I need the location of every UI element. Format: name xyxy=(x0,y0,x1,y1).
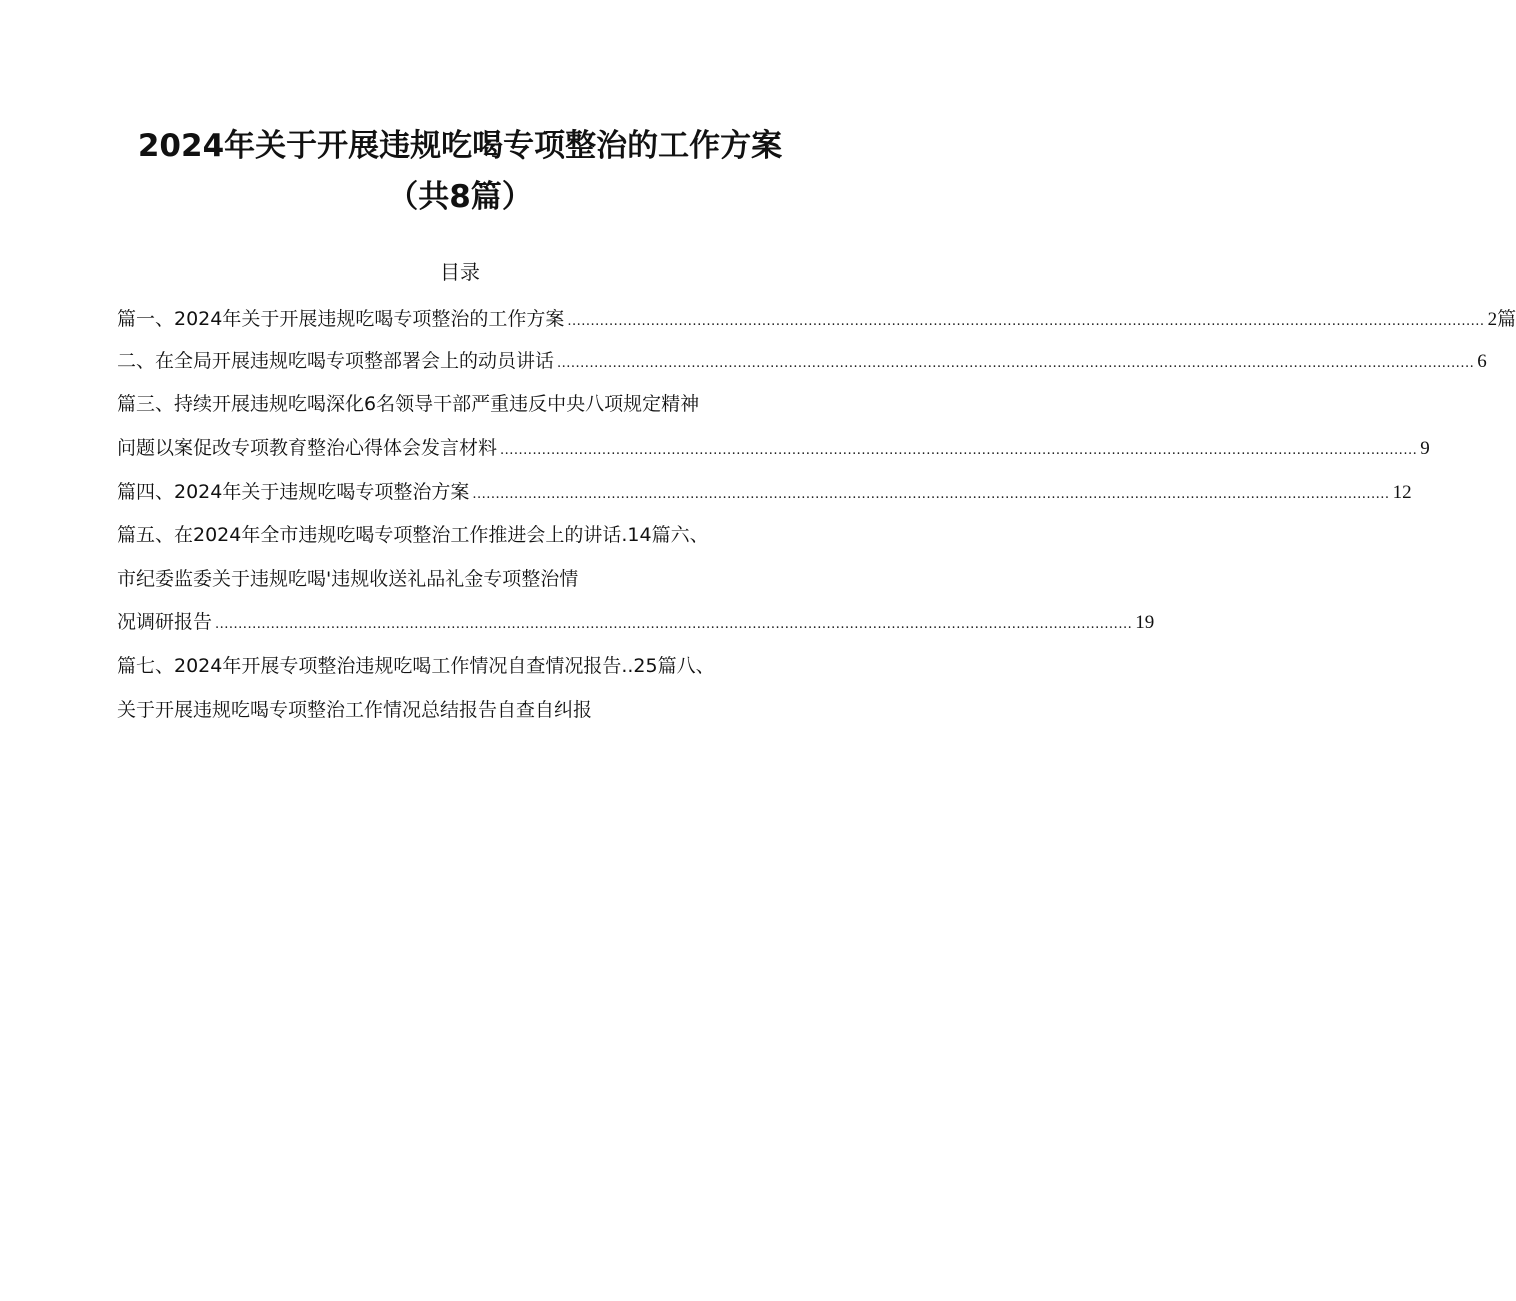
toc-entry-text: 市纪委监委关于违规吃喝'违规收送礼品礼金专项整治情 xyxy=(117,568,579,590)
toc-entry[interactable] xyxy=(117,433,1430,463)
toc-page-number: 12 xyxy=(1392,482,1412,503)
toc-leader-dots: ...................................................................................................................................................................................................... xyxy=(500,443,1418,458)
toc-leader-dots: ...................................................................................................................................................................................................... xyxy=(557,356,1475,371)
document-subtitle: （共8篇） xyxy=(387,179,533,215)
toc-leader-dots: ...................................................................................................................................................................................................... xyxy=(215,617,1133,632)
toc-entry[interactable] xyxy=(117,520,825,550)
toc-page-number: 6 xyxy=(1477,351,1487,372)
toc-entry[interactable] xyxy=(117,346,1487,376)
toc-entry[interactable] xyxy=(117,477,1412,507)
toc-entry-text: 问题以案促改专项教育整治心得体会发言材料 xyxy=(117,437,498,459)
toc-entry-text: 篇三、持续开展违规吃喝深化6名领导干部严重违反中央八项规定精神 xyxy=(117,393,700,415)
toc-entry-text: 二、在全局开展违规吃喝专项整部署会上的动员讲话 xyxy=(117,350,555,372)
toc-page-number: 2篇 xyxy=(1487,309,1516,330)
toc-entry[interactable] xyxy=(117,564,825,594)
toc-leader-dots: ...................................................................................................................................................................................................... xyxy=(567,314,1485,329)
document-title: 2024年关于开展违规吃喝专项整治的工作方案 xyxy=(137,128,783,164)
toc-entry-text: 篇七、2024年开展专项整治违规吃喝工作情况自查情况报告..25篇八、 xyxy=(117,655,715,677)
toc-entry[interactable] xyxy=(117,651,825,681)
toc-entry-text: 关于开展违规吃喝专项整治工作情况总结报告自查自纠报 xyxy=(117,699,593,721)
toc-entry[interactable] xyxy=(117,304,1516,334)
toc-entry-text: 况调研报告 xyxy=(117,611,213,633)
toc-heading: 目录 xyxy=(440,260,480,284)
toc-entry[interactable] xyxy=(117,607,1155,637)
toc-entry-text: 篇四、2024年关于违规吃喝专项整治方案 xyxy=(117,481,470,503)
toc-entry[interactable] xyxy=(117,389,825,419)
toc-leader-dots: ...................................................................................................................................................................................................... xyxy=(472,487,1390,502)
toc-entry[interactable] xyxy=(117,695,825,725)
toc-page-number: 19 xyxy=(1135,612,1155,633)
toc-entry-text: 篇五、在2024年全市违规吃喝专项整治工作推进会上的讲话.14篇六、 xyxy=(117,524,709,546)
toc-entry-text: 篇一、2024年关于开展违规吃喝专项整治的工作方案 xyxy=(117,308,565,330)
toc-page-number: 9 xyxy=(1420,438,1430,459)
